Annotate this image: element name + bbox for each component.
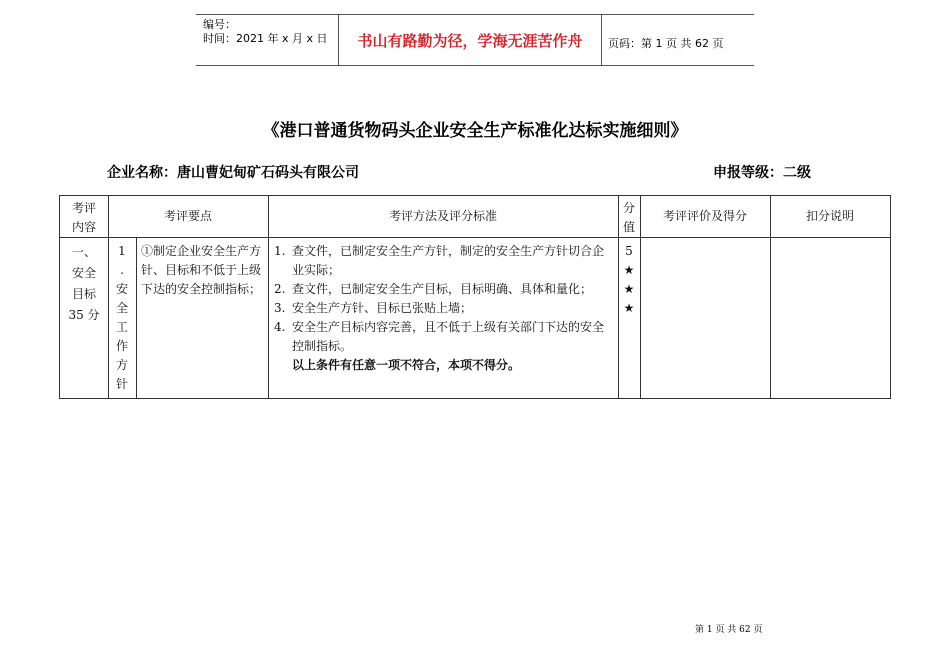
header-score: 分 值 <box>622 201 635 234</box>
header-points: 考评要点 <box>163 209 212 223</box>
document-title: 《港口普通货物码头企业安全生产标准化达标实施细则》 <box>262 121 688 141</box>
header-content-cell <box>60 199 108 237</box>
header-eval: 考评评价及得分 <box>662 209 747 223</box>
number-label: 编号： <box>203 18 236 31</box>
header-content: 考评内容 <box>71 201 96 234</box>
method-item: 4. 安全生产目标内容完善，且不低于上级有关部门下达的安全控制指标。 <box>274 320 605 353</box>
company-name: 企业名称：唐山曹妃甸矿石码头有限公司 <box>107 165 359 181</box>
method-condition: 以上条件有任意一项不符合，本项不得分。 <box>292 358 521 372</box>
evaluation-table <box>59 195 891 399</box>
header-motto: 书山有路勤为径，学海无涯苦作舟 <box>338 15 602 65</box>
row-sub-item: 1 . 安 全 工 作 方 针 <box>115 244 128 391</box>
time-label: 时间：2021 年 x 月 x 日 <box>203 32 328 45</box>
col-divider <box>770 196 771 398</box>
row-content: 一、 安全 目标 35 分 <box>68 245 100 322</box>
col-divider <box>136 237 137 398</box>
star-icon: ★ <box>623 282 635 296</box>
header-page-info: 页码：第 1 页 共 62 页 <box>608 37 724 50</box>
header-deduct: 扣分说明 <box>805 209 854 223</box>
method-item: 1. 查文件，已制定安全生产方针，制定的安全生产方针切合企业实际； <box>274 244 605 277</box>
page-header <box>196 14 754 66</box>
star-icon: ★ <box>623 301 635 315</box>
header-method: 考评方法及评分标准 <box>388 209 497 223</box>
row-methods <box>270 242 614 375</box>
method-item: 2. 查文件，已制定安全生产目标，目标明确、具体和量化； <box>274 282 593 296</box>
method-item: 3. 安全生产方针、目标已张贴上墙； <box>274 301 473 315</box>
col-divider <box>268 196 269 398</box>
star-icon: ★ <box>623 263 635 277</box>
declaration-level: 申报等级：二级 <box>713 165 811 181</box>
row-score: 5 ★ ★ ★ <box>618 242 640 318</box>
row-point: ①制定企业安全生产方针、目标和不低于上级下达的安全控制指标； <box>141 244 262 296</box>
page-footer: 第 1 页 共 62 页 <box>695 625 763 635</box>
header-meta <box>203 18 328 46</box>
header-row-divider <box>60 237 890 238</box>
col-divider <box>640 196 641 398</box>
